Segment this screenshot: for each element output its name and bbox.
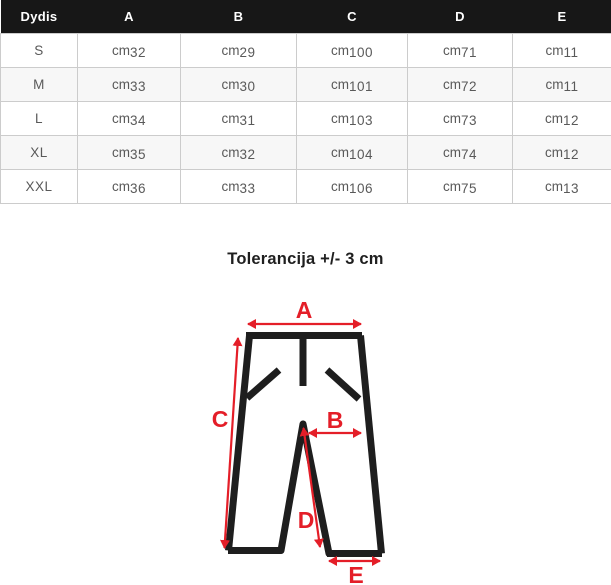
- unit-label: cm: [330, 110, 349, 126]
- measurement-value: 71: [460, 45, 478, 60]
- header-col-d: D: [408, 0, 513, 33]
- measurement-value: 104: [348, 147, 374, 162]
- measurement-cell: [297, 67, 408, 101]
- unit-label: cm: [544, 144, 563, 160]
- measurement-value: 103: [348, 113, 374, 128]
- unit-label: cm: [330, 76, 349, 92]
- measurement-cell: [297, 33, 408, 67]
- table-row: [1, 135, 611, 169]
- measurement-value: 11: [563, 45, 579, 60]
- measurement-value: 36: [129, 181, 147, 196]
- table-row: [1, 169, 611, 203]
- measurement-cell: [408, 135, 513, 169]
- pants-measurement-diagram: [0, 285, 611, 585]
- label-a: A: [295, 297, 313, 323]
- header-col-a: A: [78, 0, 181, 33]
- unit-label: cm: [330, 178, 349, 194]
- measurement-labels: [212, 297, 364, 585]
- unit-label: cm: [111, 178, 130, 194]
- measurement-value: 100: [348, 45, 374, 60]
- header-col-b: B: [181, 0, 297, 33]
- measurement-cell: [513, 135, 611, 169]
- measurement-value: 74: [460, 147, 478, 162]
- header-row: [1, 0, 611, 33]
- table-row: [1, 33, 611, 67]
- unit-label: cm: [442, 178, 461, 194]
- measurement-cell: [78, 33, 181, 67]
- unit-label: cm: [111, 76, 130, 92]
- unit-label: cm: [442, 110, 461, 126]
- measurement-cell: [513, 169, 611, 203]
- size-label-cell: XXL: [1, 169, 78, 203]
- measurement-value: 29: [239, 45, 256, 60]
- header-col-c: C: [297, 0, 408, 33]
- measurement-cell: [78, 101, 181, 135]
- unit-label: cm: [221, 42, 240, 58]
- measurement-cell: [297, 135, 408, 169]
- measurement-value: 106: [348, 181, 374, 196]
- measurement-cell: [513, 101, 611, 135]
- size-label-cell: L: [1, 101, 78, 135]
- measurement-value: 12: [562, 113, 580, 128]
- measurement-value: 12: [562, 147, 580, 162]
- right-pocket-line: [327, 370, 359, 399]
- measurement-cell: [181, 101, 297, 135]
- right-outer-seam: [361, 336, 382, 554]
- measurement-value: 30: [239, 79, 256, 94]
- measurement-cell: [408, 169, 513, 203]
- measurement-value: 75: [460, 181, 478, 196]
- unit-label: cm: [221, 144, 240, 160]
- measurement-value: 13: [562, 181, 580, 196]
- unit-label: cm: [221, 76, 240, 92]
- measurement-value: 32: [129, 45, 147, 60]
- label-c: C: [211, 406, 229, 432]
- measurement-value: 73: [460, 113, 478, 128]
- label-d: D: [297, 507, 315, 533]
- unit-label: cm: [545, 42, 564, 58]
- table-row: [1, 101, 611, 135]
- unit-label: cm: [221, 178, 240, 194]
- tolerance-note: Tolerancija +/- 3 cm: [227, 250, 384, 268]
- unit-label: cm: [545, 76, 564, 92]
- header-size-column: Dydis: [1, 0, 78, 33]
- left-pocket-line: [247, 370, 279, 398]
- measurement-cell: [408, 101, 513, 135]
- measurement-value: 101: [348, 79, 374, 94]
- measurement-value: 33: [239, 181, 256, 196]
- measurement-cell: [513, 67, 611, 101]
- unit-label: cm: [330, 42, 349, 58]
- measurement-cell: [181, 33, 297, 67]
- unit-label: cm: [330, 144, 349, 160]
- unit-label: cm: [111, 144, 130, 160]
- measurement-value: 32: [239, 147, 256, 162]
- unit-label: cm: [442, 42, 461, 58]
- unit-label: cm: [442, 76, 461, 92]
- measurement-cell: [78, 169, 181, 203]
- header-col-e: E: [513, 0, 611, 33]
- measurement-cell: [408, 67, 513, 101]
- size-label-cell: M: [1, 67, 78, 101]
- label-b: B: [326, 407, 344, 433]
- unit-label: cm: [442, 144, 461, 160]
- size-chart-header: [1, 0, 611, 33]
- unit-label: cm: [221, 110, 240, 126]
- measurement-value: 33: [129, 79, 147, 94]
- unit-label: cm: [111, 42, 130, 58]
- measurement-cell: [408, 33, 513, 67]
- measurement-cell: [513, 33, 611, 67]
- measurement-cell: [78, 135, 181, 169]
- table-row: [1, 67, 611, 101]
- label-e: E: [348, 562, 364, 585]
- measurement-value: 31: [239, 113, 256, 128]
- unit-label: cm: [544, 178, 563, 194]
- measurement-cell: [297, 101, 408, 135]
- measurement-value: 34: [129, 113, 147, 128]
- measurement-value: 72: [460, 79, 478, 94]
- measurement-cell: [181, 135, 297, 169]
- measurement-value: 11: [563, 79, 579, 94]
- size-label-cell: XL: [1, 135, 78, 169]
- size-chart-body: [1, 33, 611, 203]
- unit-label: cm: [111, 110, 130, 126]
- unit-label: cm: [544, 110, 563, 126]
- measurement-cell: [297, 169, 408, 203]
- measurement-cell: [78, 67, 181, 101]
- measurement-value: 35: [129, 147, 147, 162]
- size-label-cell: S: [1, 33, 78, 67]
- measurement-cell: [181, 169, 297, 203]
- measurement-cell: [181, 67, 297, 101]
- size-chart-table: [0, 0, 611, 204]
